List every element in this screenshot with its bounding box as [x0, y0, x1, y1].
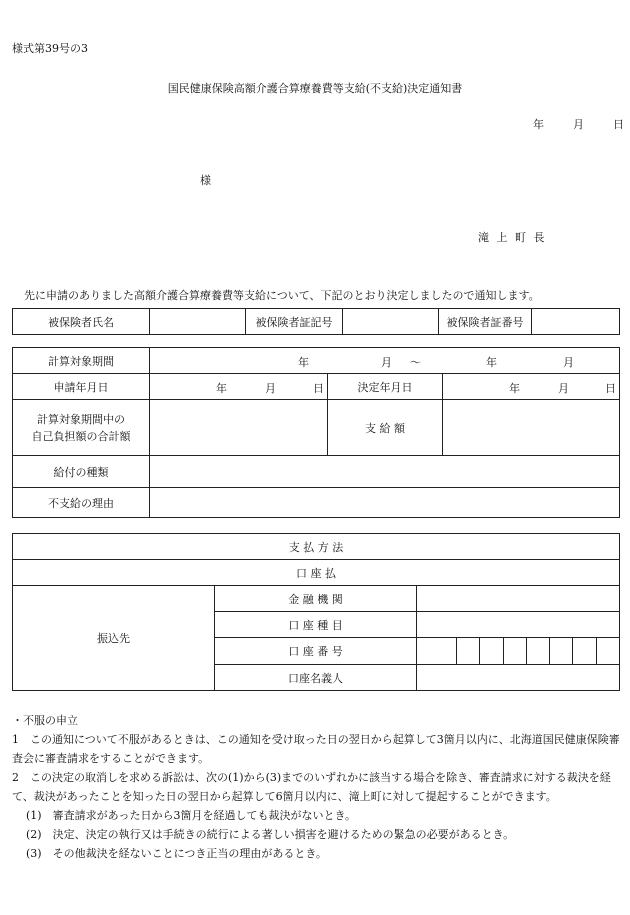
selfpay-total-label: [13, 400, 150, 456]
form-number: 様式第39号の3: [12, 42, 88, 55]
digit-box[interactable]: [596, 638, 619, 664]
cert-number-label: 被保険者証番号: [439, 309, 532, 335]
appeal-sub-1: (1) 審査請求があった日から3箇月を経過しても裁決がないとき。: [26, 809, 357, 822]
intro-text: 先に申請のありました高額介護合算療養費等支給について、下記のとおり決定しましたので通知します。: [24, 289, 540, 302]
digit-box[interactable]: [503, 638, 526, 664]
decision-date-label: 決定年月日: [328, 374, 443, 400]
payment-method-header: 支 払 方 法: [13, 534, 620, 560]
date-month: 月: [573, 118, 584, 131]
account-number-digits[interactable]: [457, 638, 620, 665]
date-line: [533, 116, 624, 132]
digit-box[interactable]: [479, 638, 502, 664]
selfpay-label-line2: 自己負担額の合計額: [31, 429, 131, 443]
non-payment-reason-label: 不支給の理由: [13, 488, 150, 518]
benefit-type-field[interactable]: [150, 456, 620, 488]
calculation-table: [12, 347, 620, 518]
appeal-sub-3: (3) その他裁決を経ないことにつき正当の理由があるとき。: [26, 847, 327, 860]
account-holder-label: 口座名義人: [215, 665, 417, 691]
cert-number-field[interactable]: [532, 309, 620, 335]
appeal-section: [12, 711, 624, 863]
decision-month: 月: [558, 382, 569, 395]
appeal-sub-2: (2) 決定、決定の執行又は手続きの続行による著しい損害を避けるための緊急の必要があるとき。: [26, 828, 515, 841]
period-month1: 月: [381, 356, 392, 369]
decision-year: 年: [509, 382, 520, 395]
document-title: 国民健康保険高額介護合算療養費等支給(不支給)決定通知書: [167, 82, 463, 95]
decision-day: 日: [605, 382, 616, 395]
account-number-label: 口 座 番 号: [215, 638, 417, 665]
digit-box[interactable]: [549, 638, 572, 664]
payment-method-table: [12, 533, 620, 691]
payment-amount-label: 支 給 額: [328, 400, 443, 456]
cert-symbol-label: 被保険者証記号: [246, 309, 343, 335]
insured-info-table: [12, 308, 620, 335]
apply-date-label: 申請年月日: [13, 374, 150, 400]
period-tilde: ～: [410, 356, 421, 369]
appeal-item-1: 1 この通知について不服があるときは、この通知を受け取った日の翌日から起算して3箇月以内に、北海道国民健康保険審査会に審査請求をすることができます。: [12, 733, 620, 765]
period-year1: 年: [298, 356, 309, 369]
apply-month: 月: [265, 382, 276, 395]
insured-name-field[interactable]: [150, 309, 246, 335]
bank-label: 金 融 機 関: [215, 586, 417, 612]
account-number-prefix-field[interactable]: [417, 638, 457, 665]
appeal-item-2: 2 この決定の取消しを求める訴訟は、次の(1)から(3)までのいずれかに該当する場合を除き、審査請求に対する裁決を経て、裁決があったことを知った日の翌日から起算して6箇月以内に、滝上町に対して提起することができます。: [12, 771, 611, 803]
bank-field[interactable]: [417, 586, 620, 612]
period-field[interactable]: [150, 348, 620, 374]
digit-box[interactable]: [457, 638, 479, 664]
addressee-suffix: 様: [200, 174, 211, 187]
period-year2: 年: [486, 356, 497, 369]
digit-box[interactable]: [572, 638, 595, 664]
cert-symbol-field[interactable]: [343, 309, 439, 335]
apply-day: 日: [313, 382, 324, 395]
date-day: 日: [613, 118, 624, 131]
issuer: 滝 上 町 長: [478, 231, 547, 244]
appeal-heading: ・不服の申立: [12, 714, 78, 727]
benefit-type-label: 給付の種類: [13, 456, 150, 488]
non-payment-reason-field[interactable]: [150, 488, 620, 518]
decision-date-field[interactable]: [443, 374, 620, 400]
date-year: 年: [533, 118, 544, 131]
selfpay-total-field[interactable]: [150, 400, 328, 456]
insured-name-label: 被保険者氏名: [13, 309, 150, 335]
digit-box[interactable]: [526, 638, 549, 664]
account-type-field[interactable]: [417, 612, 620, 638]
payment-amount-field[interactable]: [443, 400, 620, 456]
transfer-to-label: 振込先: [13, 586, 215, 691]
selfpay-label-line1: 計算対象期間中の: [37, 412, 125, 426]
period-label: 計算対象期間: [13, 348, 150, 374]
apply-year: 年: [216, 382, 227, 395]
period-month2: 月: [563, 356, 574, 369]
account-type-label: 口 座 種 目: [215, 612, 417, 638]
account-payment-header: 口 座 払: [13, 560, 620, 586]
apply-date-field[interactable]: [150, 374, 328, 400]
account-holder-field[interactable]: [417, 665, 620, 691]
